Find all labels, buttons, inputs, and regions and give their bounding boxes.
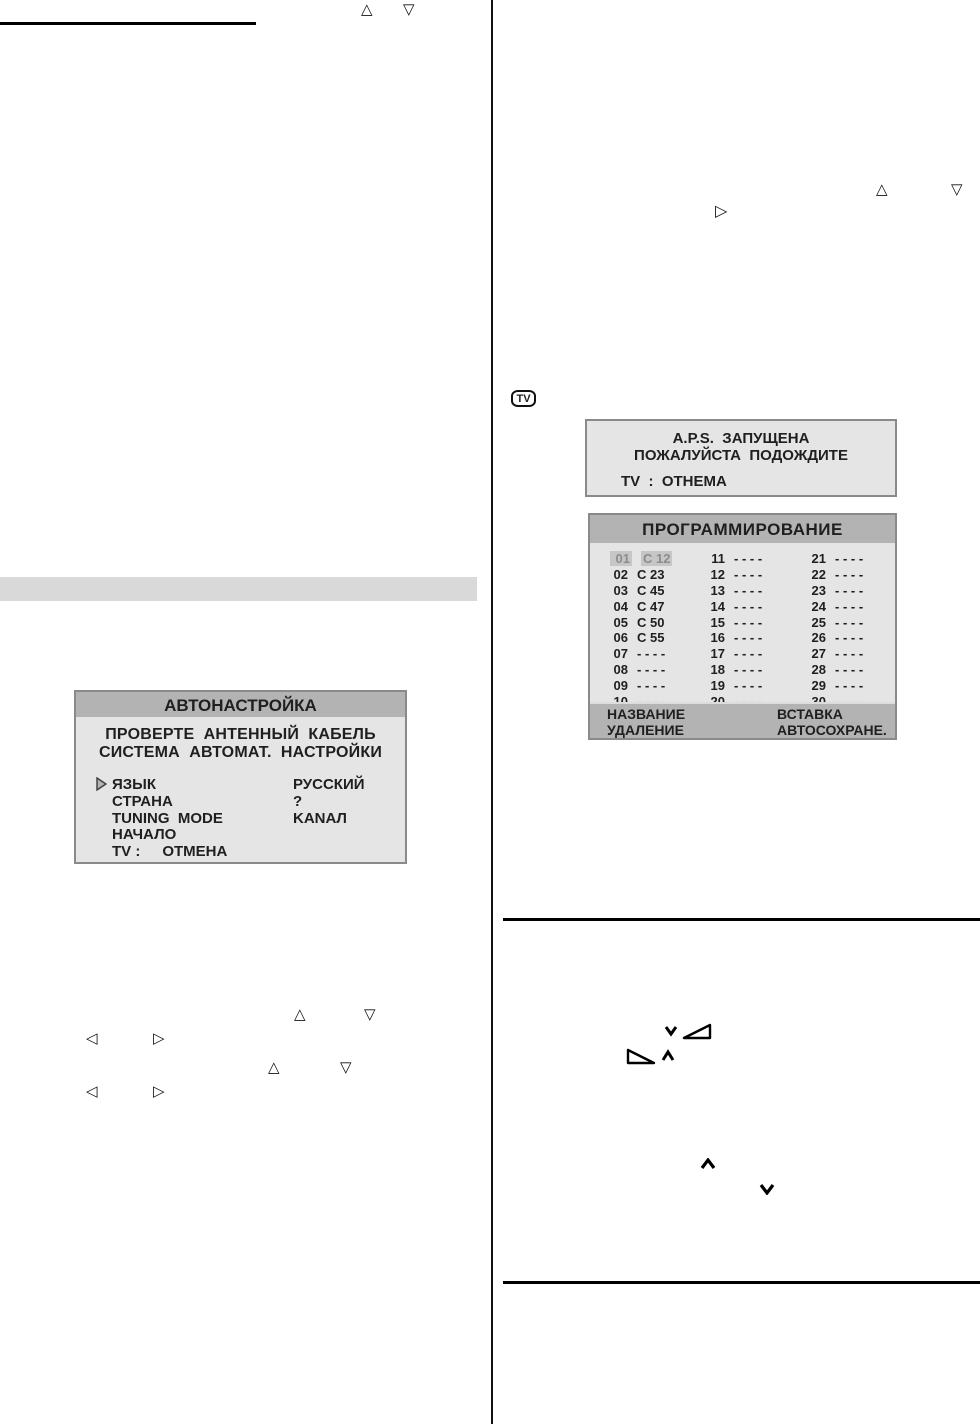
autotune-item-label: СТРАНА: [112, 792, 173, 810]
up-triangle-key-icon: △: [361, 1, 373, 18]
channel-value: C 12: [643, 551, 671, 567]
aps-osd-box: [585, 419, 897, 497]
down-triangle-key-icon: ▽: [951, 181, 963, 198]
autotune-message-line2: СИСТЕМА АВТОМАТ. НАСТРОЙКИ: [98, 744, 383, 761]
channel-row: [707, 567, 762, 583]
up-triangle-key-icon: △: [876, 181, 888, 198]
channel-number: 09: [613, 677, 628, 693]
tv-key-label: TV: [516, 392, 531, 405]
channel-number: 01: [610, 551, 632, 566]
channel-number: 16: [710, 630, 725, 646]
channel-value: - - - -: [734, 630, 763, 646]
autotune-item-label: НАЧАЛО: [112, 826, 177, 844]
prog-footer-item: АВТОСОХРАНЕ.: [777, 722, 887, 738]
down-triangle-key-icon: ▽: [364, 1006, 376, 1023]
autotune-item: [96, 776, 396, 793]
top-left-rule: [0, 22, 256, 25]
channel-number: 12: [710, 567, 725, 583]
channel-number: 15: [710, 614, 725, 630]
channel-row: [808, 662, 863, 678]
channel-row: [808, 630, 863, 646]
channel-number: 29: [811, 677, 826, 693]
autotune-item-label: TV :: [112, 843, 141, 861]
prog-footer-item: УДАЛЕНИЕ: [607, 722, 684, 738]
channel-row: [808, 646, 863, 662]
channel-value: - - - -: [637, 661, 666, 677]
channel-row: [707, 677, 762, 693]
autotune-item: [96, 793, 396, 810]
channel-value: C 55: [637, 630, 665, 646]
channel-row: [610, 583, 672, 599]
channel-row: [808, 598, 863, 614]
channel-row: [808, 677, 863, 693]
channel-number: 07: [613, 646, 628, 662]
channel-number: 22: [811, 567, 826, 583]
channel-value: - - - -: [835, 551, 864, 567]
prog-footer-left: [607, 706, 685, 738]
channel-value: - - - -: [734, 567, 763, 583]
channel-value: - - - -: [835, 598, 864, 614]
channel-row: [707, 598, 762, 614]
channel-row: [808, 614, 863, 630]
channel-value: - - - -: [734, 598, 763, 614]
volume-down-key-icon: [664, 1023, 712, 1045]
channel-value: - - - -: [835, 630, 864, 646]
down-triangle-key-icon: ▽: [340, 1059, 352, 1076]
right-rule-upper: [503, 918, 980, 921]
channel-value: - - - -: [734, 677, 763, 693]
autotune-item-label: ЯЗЫК: [112, 776, 157, 793]
channel-row: [610, 677, 672, 693]
autotune-item-value: РУССКИЙ: [293, 776, 365, 793]
channel-number: 18: [710, 661, 725, 677]
channel-value: - - - -: [734, 551, 763, 567]
channel-number: 25: [811, 614, 826, 630]
right-rule-lower: [503, 1281, 980, 1284]
channel-row: [707, 662, 762, 678]
channel-value: - - - -: [835, 646, 864, 662]
channel-row: [707, 551, 762, 567]
prog-footer-item: ВСТАВКА: [777, 706, 843, 722]
channel-value: - - - -: [835, 582, 864, 598]
channel-value: - - - -: [835, 614, 864, 630]
channel-number: 13: [710, 582, 725, 598]
autotune-item: [96, 810, 396, 827]
channel-value: - - - -: [734, 614, 763, 630]
channel-value: C 47: [637, 598, 665, 614]
autotune-item-value: ?: [293, 792, 303, 810]
autotune-item-value: ОТМЕНА: [162, 843, 228, 861]
channel-number: 14: [710, 598, 725, 614]
left-triangle-key-icon: ◁: [86, 1083, 98, 1100]
channel-value: C 45: [637, 582, 665, 598]
channel-row: [707, 583, 762, 599]
right-triangle-key-icon: ▷: [153, 1083, 165, 1100]
section-heading-bar: [0, 577, 477, 601]
channel-row: [707, 630, 762, 646]
right-triangle-key-icon: ▷: [153, 1030, 165, 1047]
autotune-osd-box: [74, 690, 407, 864]
programming-osd-box: [588, 513, 897, 740]
chevron-up-key-icon: [700, 1157, 716, 1175]
channel-value: C 23: [637, 567, 665, 583]
up-triangle-key-icon: △: [268, 1059, 280, 1076]
aps-wait-line: ПОЖАЛУЙСТА ПОДОЖДИТЕ: [634, 447, 848, 464]
channel-row: [808, 583, 863, 599]
programming-title: ПРОГРАММИРОВАНИЕ: [590, 515, 895, 545]
channel-col-1: [610, 551, 672, 709]
volume-up-key-icon: [626, 1048, 676, 1070]
channel-number: 21: [811, 551, 826, 567]
channel-number: 19: [710, 677, 725, 693]
channel-row: [707, 614, 762, 630]
channel-number: 24: [811, 598, 826, 614]
channel-value: C 50: [637, 614, 665, 630]
channel-row: [610, 598, 672, 614]
autotune-message-line1: ПРОВЕРТЕ АНТЕННЫЙ КАБЕЛЬ: [105, 726, 376, 743]
channel-row: [610, 662, 672, 678]
channel-col-3: [808, 551, 863, 709]
right-triangle-key-icon: ▷: [715, 203, 728, 220]
channel-value: - - - -: [734, 661, 763, 677]
channel-row: [808, 567, 863, 583]
channel-value: - - - -: [734, 646, 763, 662]
prog-footer-right: [777, 706, 887, 738]
left-triangle-key-icon: ◁: [86, 1030, 98, 1047]
channel-number: 11: [711, 551, 725, 567]
channel-row: [610, 646, 672, 662]
channel-number: 02: [613, 567, 628, 583]
channel-row: [610, 551, 672, 567]
channel-number: 27: [811, 646, 826, 662]
autotune-items: [96, 776, 396, 860]
down-triangle-key-icon: ▽: [403, 1, 415, 18]
prog-footer-item: НАЗВАНИЕ: [607, 706, 686, 722]
channel-row: [610, 630, 672, 646]
programming-footer: [590, 702, 895, 738]
aps-status-line: A.P.S. ЗАПУЩЕНА: [672, 430, 810, 447]
aps-cancel-line: TV : ОТНЕМА: [621, 473, 727, 490]
autotune-item: [96, 826, 396, 843]
channel-row: [610, 614, 672, 630]
channel-number: 26: [811, 630, 826, 646]
column-divider: [491, 0, 493, 1424]
channel-number: 04: [613, 598, 628, 614]
channel-row: [808, 551, 863, 567]
channel-col-2: [707, 551, 762, 709]
tv-key-icon: [511, 390, 536, 407]
up-triangle-key-icon: △: [294, 1006, 306, 1023]
channel-value: - - - -: [637, 646, 666, 662]
channel-row: [707, 646, 762, 662]
channel-value: - - - -: [835, 661, 864, 677]
channel-row: [610, 567, 672, 583]
channel-number: 17: [710, 646, 725, 662]
channel-value: - - - -: [637, 677, 666, 693]
channel-value: - - - -: [734, 582, 763, 598]
channel-number: 23: [811, 582, 826, 598]
chevron-down-key-icon: [759, 1182, 775, 1200]
autotune-title: АВТОНАСТРОЙКА: [76, 692, 405, 719]
channel-number: 05: [613, 614, 628, 630]
channel-number: 08: [613, 661, 628, 677]
channel-value: - - - -: [835, 567, 864, 583]
channel-number: 06: [613, 630, 628, 646]
channel-value: - - - -: [835, 677, 864, 693]
autotune-item-value: KANAЛ: [293, 809, 347, 827]
autotune-item-label: TUNING MODE: [112, 809, 223, 827]
channel-number: 28: [811, 661, 826, 677]
channel-number: 03: [613, 582, 628, 598]
autotune-item: [96, 843, 396, 860]
